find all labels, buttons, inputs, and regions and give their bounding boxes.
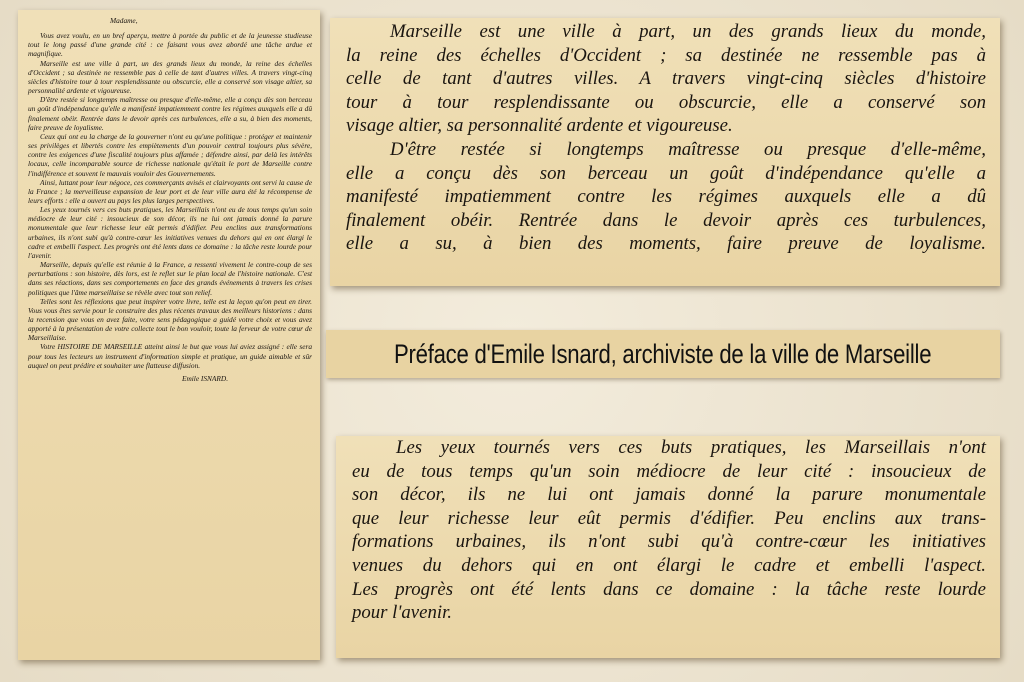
extract-line: elle a su, à bien des moments, faire preuve de loyalisme. xyxy=(346,233,986,255)
extract-line: elle a conçu dès son berceau un goût d'indépendance qu'elle a xyxy=(346,162,986,184)
extract-line: formations urbaines, ils n'ont subi qu'à contre-cœur les initiatives xyxy=(352,531,986,553)
extract-line: son décor, ils ne lui ont jamais donné la parure monumentale xyxy=(352,484,986,506)
letter-paragraph: Ceux qui ont eu la charge de la gouverner n'ont eu qu'une politique : protéger et maintenir ses privilèges et libertés contre les empiètements d'un pouvoir central toujours plus sévère, contre les exigences d'une fiscalité toujours plus affamée ; défendre ainsi, par delà les intérêts locaux, celle incomparable source de richesse nationale qu'était le port de Marseille contre l'indifférence et souvent le mauvais vouloir des Gouvernements. xyxy=(28,131,312,178)
extract-line: manifesté impatiemment contre les régimes auxquels elle a dû xyxy=(346,186,986,208)
extract-bottom xyxy=(336,436,1000,658)
extract-line: que leur richesse leur eût permis d'édifier. Peu enclins aux trans- xyxy=(352,507,986,529)
letter-paragraph: D'être restée si longtemps maîtresse ou presque d'elle-même, elle a conçu dès son berceau un goût d'indépendance qu'elle a manifesté impatiemment contre les régimes auxquels elle a dû finalement obéir. Rentrée dans le devoir après ces turbulences, elle a su, à bien des moments, faire preuve de loyalisme. xyxy=(28,95,312,132)
extract-top xyxy=(330,18,1000,286)
extract-line: Les yeux tournés vers ces buts pratiques, les Marseillais n'ont xyxy=(396,437,986,458)
letter-paragraph: Ainsi, luttant pour leur négoce, ces commerçants avisés et clairvoyants ont servi la cause de la France ; la merveilleuse expansion de leur port et de leur ville aura été la récompense de leurs efforts : elle a ouvert au pays les plus larges perspectives. xyxy=(28,177,312,205)
extract-line: venues du dehors qui en ont élargi le cadre et embelli l'aspect. xyxy=(352,554,986,576)
caption-banner xyxy=(326,330,1000,378)
extract-line: Les progrès ont été lents dans ce domaine : la tâche reste lourde xyxy=(352,578,986,600)
extract-line: eu de tous temps qu'un soin médiocre de leur cité : insoucieux de xyxy=(352,460,986,482)
extract-line: Marseille est une ville à part, un des grands lieux du monde, xyxy=(390,21,986,42)
letter-paragraph: Marseille est une ville à part, un des grands lieux du monde, la reine des échelles d'Occident ; sa destinée ne ressemble pas à celle de tant d'autres villes. A travers vingt-cinq siècles d'histoire tour à tour resplendissante ou obscurcie, elle a conservé son visage altier, sa personnalité ardente et vigoureuse. xyxy=(28,58,312,96)
extract-line: visage altier, sa personnalité ardente et vigoureuse. xyxy=(346,115,733,137)
letter-paragraph: Les yeux tournés vers ces buts pratiques, les Marseillais n'ont eu de tous temps qu'un soin médiocre de leur cité : insoucieux de son décor, ils ne lui ont jamais donné la parure monumentale que leur richesse leur eût permis d'édifier. Peu enclins aux transformations urbaines, ils n'ont subi qu'à contre-cœur les initiatives venues du dehors qui en ont élargi le cadre et embelli l'aspect. Les progrès ont été lents dans ce domaine : la tâche reste lourde pour l'avenir. xyxy=(28,205,312,260)
letter-paragraph: Telles sont les réflexions que peut inspirer votre livre, telle est la leçon qu'on peut en tirer. Vous vous êtes servie pour le construire des plus récents travaux des meilleurs historiens : dans la recension que vous en avez faite, votre sens pédagogique a guidé votre choix et vous avez apporté à la présentation de votre collecte tout le bon vouloir, toute la ferveur de votre cœur de Marseillaise. xyxy=(28,296,312,343)
letter-paragraph: Votre HISTOIRE DE MARSEILLE atteint ainsi le but que vous lui aviez assigné : elle sera pour tous les lecteurs un instrument d'information simple et pratique, un guide aimable et sûr auquel on peut prédire et souhaiter une flatteuse diffusion. xyxy=(28,342,312,370)
letter-salutation: Madame, xyxy=(110,16,138,25)
letter-page xyxy=(18,10,320,660)
extract-line: pour l'avenir. xyxy=(352,602,453,624)
extract-line: la reine des échelles d'Occident ; sa destinée ne ressemble pas à xyxy=(346,44,986,66)
letter-signature: Emile ISNARD. xyxy=(181,373,229,383)
extract-line: finalement obéir. Rentrée dans le devoir après ces turbulences, xyxy=(346,209,986,231)
letter-paragraph: Marseille, depuis qu'elle est réunie à la France, a ressenti vivement le contre-coup de ses perturbations : son histoire, dès lors, est le reflet sur le plan local de l'histoire nationale. C'est dans ses réactions, dans ses comportements en face des grands événements à travers les crises politiques que l'âme marseillaise se révèle avec tout son relief. xyxy=(28,260,312,297)
caption-title: Préface d'Emile Isnard, archiviste de la ville de Marseille xyxy=(394,338,932,369)
extract-line: D'être restée si longtemps maîtresse ou presque d'elle-même, xyxy=(390,138,986,160)
extract-line: tour à tour resplendissante ou obscurcie, elle a conservé son xyxy=(346,91,986,113)
letter-paragraph: Vous avez voulu, en un bref aperçu, mettre à portée du public et de la jeunesse studieuse tout le long passé d'une grande cité : ce faisant vous avez abordé une tâche ardue et magnifique. xyxy=(28,31,312,59)
extract-line: celle de tant d'autres villes. A travers vingt-cinq siècles d'histoire xyxy=(346,68,986,90)
